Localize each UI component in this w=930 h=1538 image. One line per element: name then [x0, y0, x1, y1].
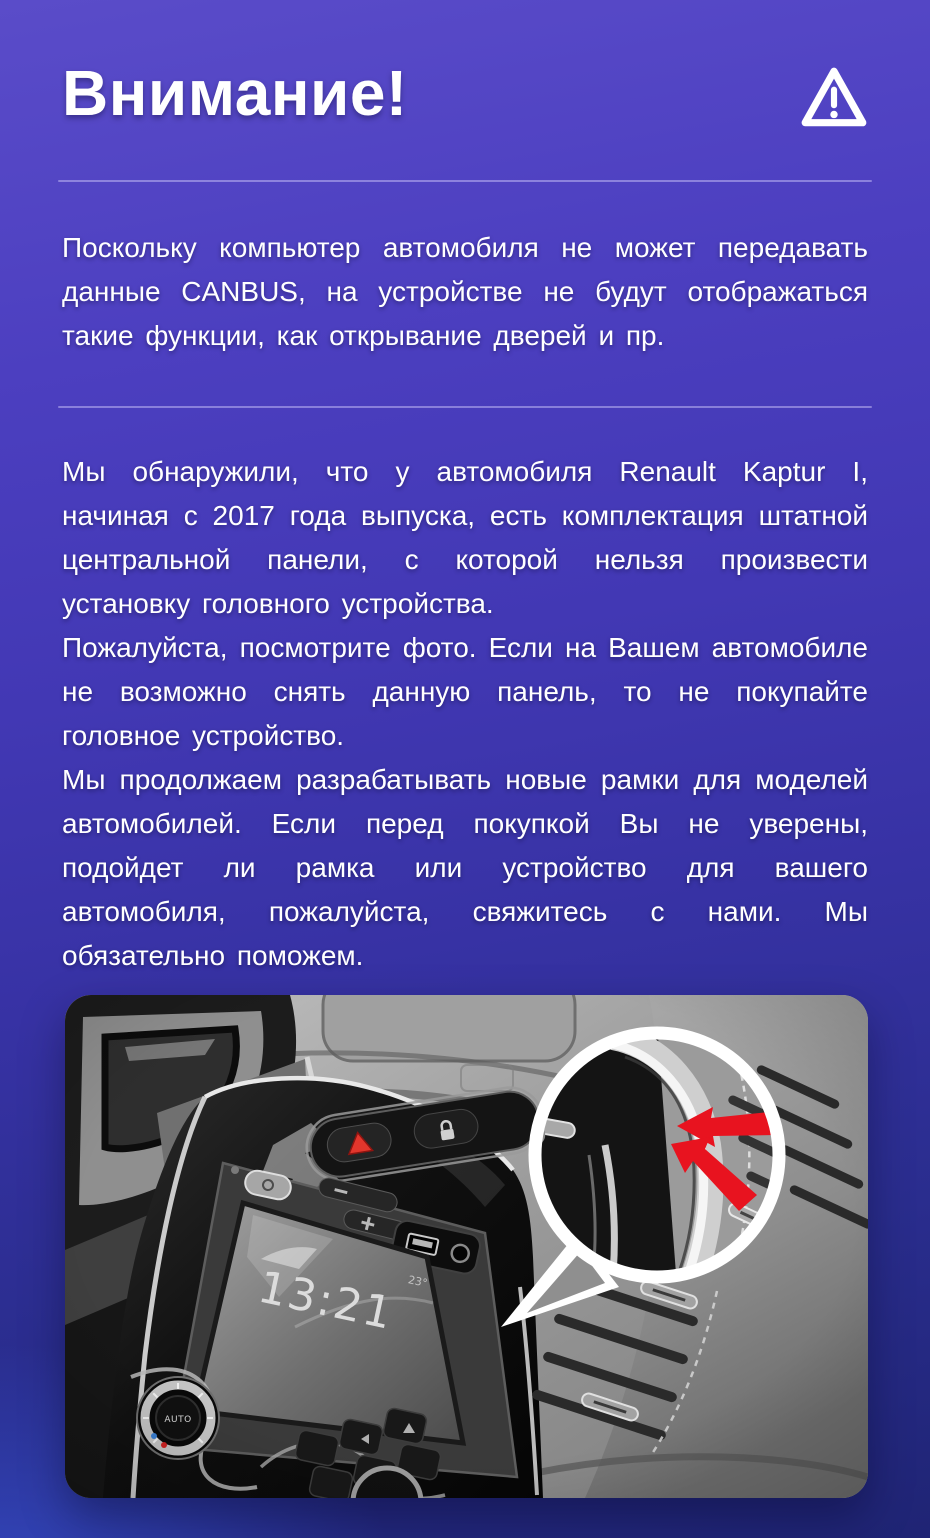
- paragraph-group: [62, 450, 868, 978]
- paragraph-contact-us: Мы продолжаем разрабатывать новые рамки для моделей автомобилей. Если перед покупкой Вы не уверены, подойдет ли рамка или устройство для вашего автомобиля, пожалуйста, свяжитесь с нами. Мы обязательно поможем.: [62, 764, 868, 971]
- warning-exclamation-dot: [830, 111, 837, 118]
- photo-vignette: [65, 995, 868, 1498]
- warning-triangle-icon: [798, 62, 870, 134]
- divider-middle: [58, 406, 872, 408]
- page-title: Внимание!: [62, 57, 408, 129]
- dashboard-illustration: [65, 995, 868, 1498]
- paragraph-kaptur: Мы обнаружили, что у автомобиля Renault Kaptur I, начиная с 2017 года выпуска, есть комплектация штатной центральной панели, с которой нельзя произвести установку головного устройства.: [62, 456, 868, 619]
- paragraph-check-photo: Пожалуйста, посмотрите фото. Если на Вашем автомобиле не возможно снять данную панель, то не покупайте головное устройство.: [62, 632, 868, 751]
- divider-top: [58, 180, 872, 182]
- paragraph-canbus: Поскольку компьютер автомобиля не может передавать данные CANBUS, на устройстве не будут отображаться такие функции, как открывание дверей и пр.: [62, 232, 868, 351]
- dashboard-photo: [65, 995, 868, 1498]
